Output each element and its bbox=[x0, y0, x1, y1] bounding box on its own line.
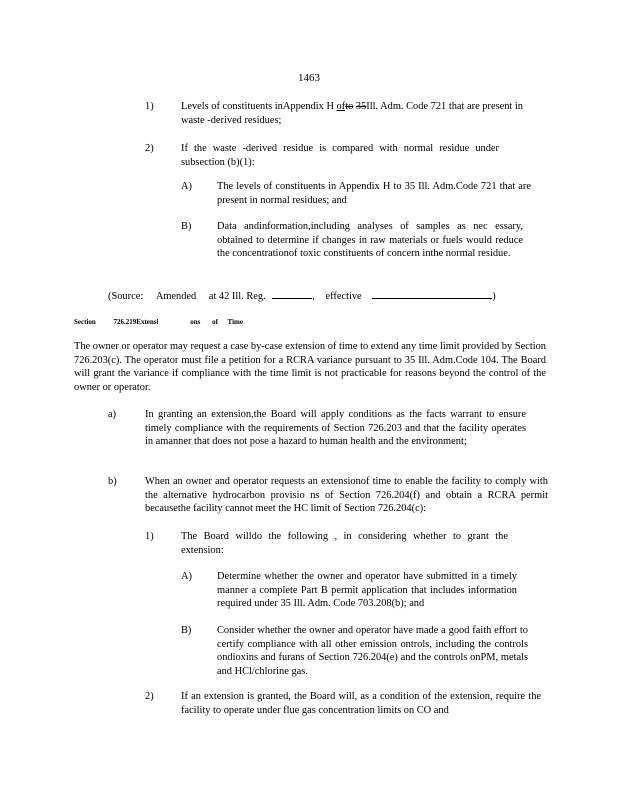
source-open: (Source: bbox=[108, 291, 144, 302]
heading-section: Section bbox=[74, 318, 96, 326]
item-1-deleted-2: 35 bbox=[355, 101, 367, 112]
heading-ons: ons bbox=[190, 318, 201, 326]
subsection-b-label: b) bbox=[108, 476, 117, 487]
item-2a-text: The levels of constituents in Appendix H to 35 Ill. Adm.Code 721 that are present in normal residues; and bbox=[217, 181, 531, 206]
subsection-b1b-text: Consider whether the owner and operator have made a good faith effort to certify compliance with all other emission ontrols, including the controls ondioxins and furans of Section 726.204(e) and the controls onPM, metals and HCl/chlorine gas. bbox=[217, 625, 528, 677]
item-1-pre: Levels of constituents inAppendix H bbox=[181, 101, 337, 112]
effective-blank bbox=[372, 288, 492, 299]
item-1-deleted: to bbox=[345, 101, 354, 112]
source-close: ) bbox=[492, 291, 496, 302]
item-1-text bbox=[181, 100, 523, 127]
item-1-post: Ill. Adm. Code 721 that are present in waste -derived residues; bbox=[181, 101, 523, 126]
subsection-b1b-label: B) bbox=[181, 625, 192, 636]
heading-time: Time bbox=[227, 318, 243, 326]
item-2-text: If the waste -derived residue is compared with normal residue under subsection (b)(1): bbox=[181, 143, 499, 168]
heading-of: of bbox=[212, 318, 218, 326]
heading-number: 726.219Extensi bbox=[113, 318, 159, 326]
subsection-b1-label: 1) bbox=[145, 531, 154, 542]
subsection-b2-label: 2) bbox=[145, 691, 154, 702]
subsection-b-text: When an owner and operator requests an extensionof time to enable the facility to comply with the alternative hydrocarbon provisio ns of Section 726.204(f) and obtain a RCRA permit becausethe facility cannot meet the HC limit of Section 726.204(c): bbox=[145, 476, 548, 515]
item-2-label: 2) bbox=[145, 143, 154, 154]
source-note: (Source: Amended at 42 Ill. Reg. , effective ) bbox=[108, 288, 496, 304]
subsection-a-label: a) bbox=[108, 409, 117, 420]
item-2b-label: B) bbox=[181, 221, 192, 232]
subsection-a-text: In granting an extension,the Board will apply conditions as the facts warrant to ensure timely compliance with the requirements of Section 726.203 and that the facility operates in amanner that does not pose a hazard to human health and the environment; bbox=[145, 409, 526, 448]
subsection-b1-text: The Board willdo the following , in considering whether to grant the extension: bbox=[181, 531, 508, 556]
item-2a-label: A) bbox=[181, 181, 192, 192]
subsection-b1a-label: A) bbox=[181, 571, 192, 582]
subsection-b1a-text: Determine whether the owner and operator have submitted in a timely manner a complete Part B permit application that includes information required under 35 Ill. Adm. Code 703.208(b); and bbox=[217, 571, 517, 610]
intro-paragraph: The owner or operator may request a case by-case extension of time to extend any time limit provided by Section 726.203(c). The operator must file a petition for a RCRA variance pursuant to 35 Ill. Adm.Code 104. The Board will grant the variance if compliance with the time limit is not practicable for reasons beyond the control of the owner or operator. bbox=[74, 341, 546, 393]
reg-blank bbox=[272, 288, 312, 299]
source-amended: Amended bbox=[155, 291, 197, 302]
item-1-inserted: of bbox=[336, 101, 346, 112]
source-effective: effective bbox=[325, 291, 362, 302]
source-reg: at 42 Ill. Reg. bbox=[208, 291, 266, 302]
page-number: 1463 bbox=[298, 72, 320, 84]
section-heading bbox=[74, 318, 251, 326]
item-1-label: 1) bbox=[145, 101, 154, 112]
item-2b-text: Data andinformation,including analyses of samples as nec essary, obtained to determine if changes in raw materials or fuels would reduce the concentrationof toxic constituents of concern inthe normal residue. bbox=[217, 221, 523, 260]
subsection-b2-text: If an extension is granted, the Board will, as a condition of the extension, require the facility to operate under flue gas concentration limits on CO and bbox=[181, 691, 541, 716]
